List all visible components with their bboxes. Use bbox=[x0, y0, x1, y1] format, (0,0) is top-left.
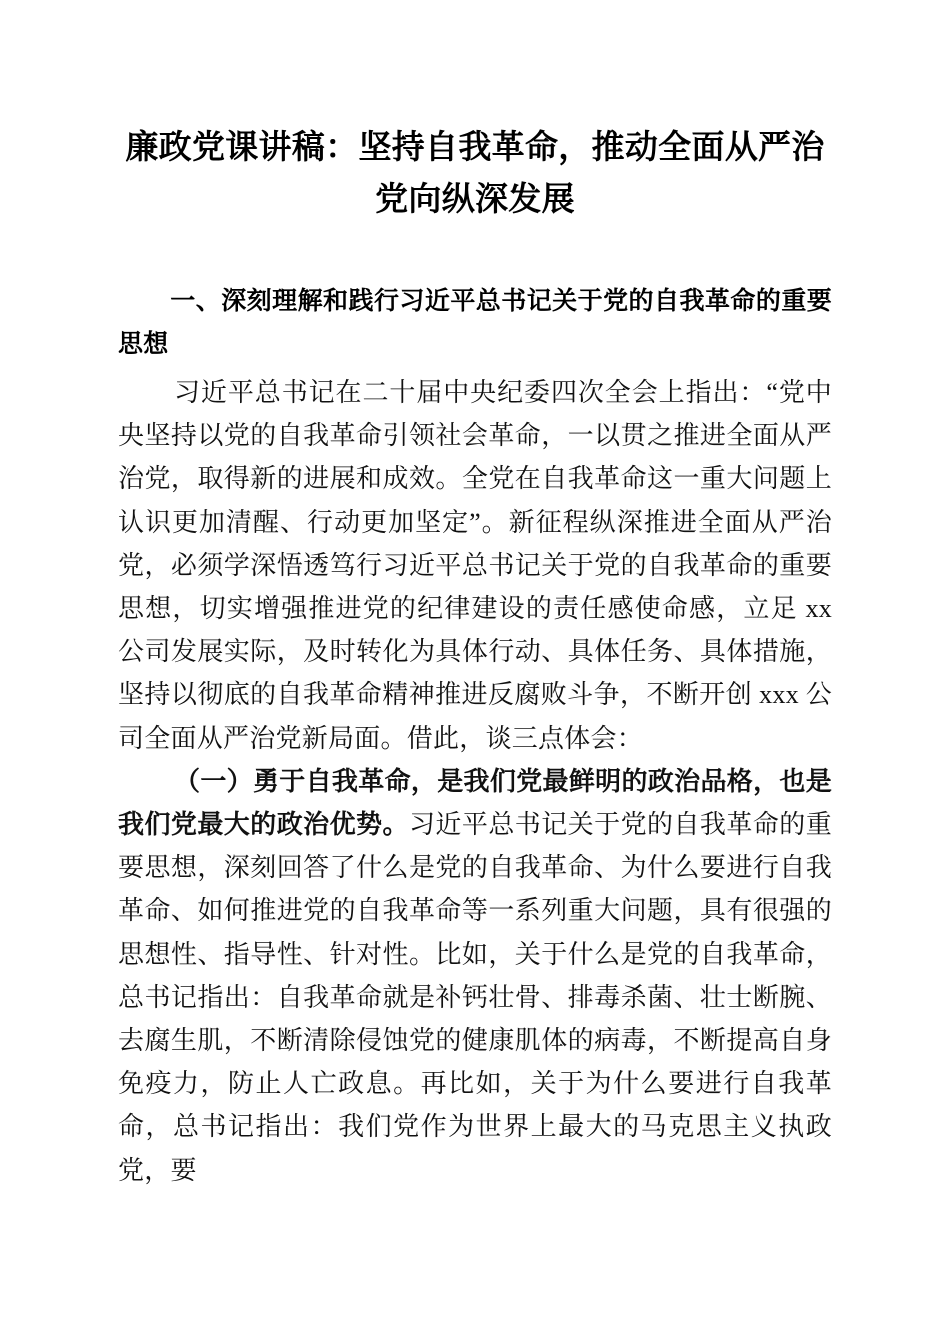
paragraph-2-text: 习近平总书记关于党的自我革命的重要思想，深刻回答了什么是党的自我革命、为什么要进行自我革命、如何推进党的自我革命等一系列重大问题，具有很强的思想性、指导性、针对性。比如，关于什么是党的自我革命，总书记指出：自我革命就是补钙壮骨、排毒杀菌、壮士断腕、去腐生肌，不断清除侵蚀党的健康肌体的病毒，不断提高自身免疫力，防止人亡政息。再比如，关于为什么要进行自我革命，总书记指出：我们党作为世界上最大的马克思主义执政党，要 bbox=[118, 810, 832, 1185]
section-heading-text: 深刻理解和践行习近平总书记关于党的自我革命的重要思想 bbox=[118, 287, 832, 358]
section-heading-number: 一、 bbox=[170, 287, 222, 315]
paragraph-2-lead: （一）勇于自我革命，是我们党最鲜明的政治品格，也是我们党最大的政治优势。 bbox=[118, 766, 832, 840]
paragraph-2 bbox=[118, 760, 832, 1192]
paragraph-1: 习近平总书记在二十届中央纪委四次全会上指出：“党中央坚持以党的自我革命引领社会革命，一以贯之推进全面从严治党，取得新的进展和成效。全党在自我革命这一重大问题上认识更加清醒、行动更加坚定”。新征程纵深推进全面从严治党，必须学深悟透笃行习近平总书记关于党的自我革命的重要思想，切实增强推进党的纪律建设的责任感使命感，立足 xx 公司发展实际，及时转化为具体行动、具体任务、具体措施，坚持以彻底的自我革命精神推进反腐败斗争，不断开创 xxx 公司全面从严治党新局面。借此，谈三点体会： bbox=[118, 378, 832, 753]
page-title: 廉政党课讲稿：坚持自我革命，推动全面从严治党向纵深发展 bbox=[125, 130, 825, 218]
section-heading-1 bbox=[118, 226, 832, 366]
document-body bbox=[118, 0, 832, 1192]
